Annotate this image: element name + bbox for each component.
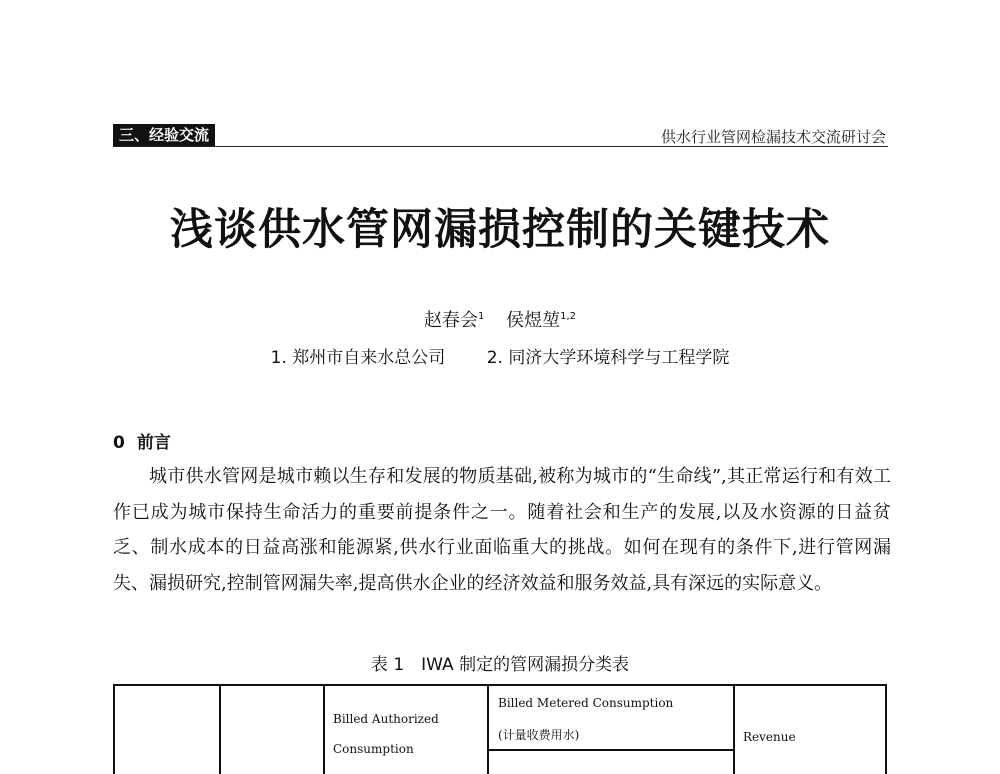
cell-billed-authorized: Billed Authorized (333, 712, 439, 726)
table-col-divider-2 (323, 684, 325, 774)
table-top-border (113, 684, 886, 686)
affiliation-2: 2. 同济大学环境科学与工程学院 (486, 348, 730, 368)
table-right-border (885, 684, 887, 774)
leakage-classification-table (113, 684, 886, 774)
author-affil-mark: 1,2 (560, 311, 576, 322)
cell-revenue: Revenue (743, 730, 796, 744)
table-left-border (113, 684, 115, 774)
header-rule (113, 146, 888, 147)
running-header (113, 124, 888, 148)
intro-paragraph: 城市供水管网是城市赖以生存和发展的物质基础,被称为城市的“生命线”,其正常运行和有效工作已成为城市保持生命活力的重要前提条件之一。随着社会和生产的发展,以及水资源的日益贫乏、制水成本的日益高涨和能源紧,供水行业面临重大的挑战。如何在现有的条件下,进行管网漏失、漏损研究,控制管网漏失率,提高供水企业的经济效益和服务效益,具有深远的实际意义。 (113, 466, 891, 594)
author-name: 侯煜堃 (506, 310, 561, 331)
author-1 (424, 310, 484, 331)
table-caption: 表 1 IWA 制定的管网漏损分类表 (370, 655, 630, 675)
section-title: 前言 (136, 433, 171, 453)
table-inner-rule (487, 749, 733, 751)
running-title: 供水行业管网检漏技术交流研讨会 (660, 128, 886, 146)
table-col-divider-1 (219, 684, 221, 774)
affiliation-1: 1. 郑州市自来水总公司 (270, 348, 446, 368)
page-title: 浅谈供水管网漏损控制的关键技术 (170, 205, 830, 255)
affiliations (0, 343, 1000, 368)
cell-billed-metered: Billed Metered Consumption (498, 696, 674, 710)
section-tag: 三、经验交流 (113, 124, 215, 146)
section-number: 0 (113, 433, 125, 453)
author-name: 赵春会 (423, 310, 478, 331)
cell-billed-metered-cn: (计量收费用水) (498, 728, 580, 742)
authors (0, 306, 1000, 332)
table-col-divider-3 (487, 684, 489, 774)
cell-billed-authorized-2: Consumption (333, 742, 414, 756)
author-2 (506, 310, 576, 331)
author-affil-mark: 1 (477, 311, 485, 322)
section-heading (113, 428, 171, 453)
table-col-divider-4 (733, 684, 735, 774)
